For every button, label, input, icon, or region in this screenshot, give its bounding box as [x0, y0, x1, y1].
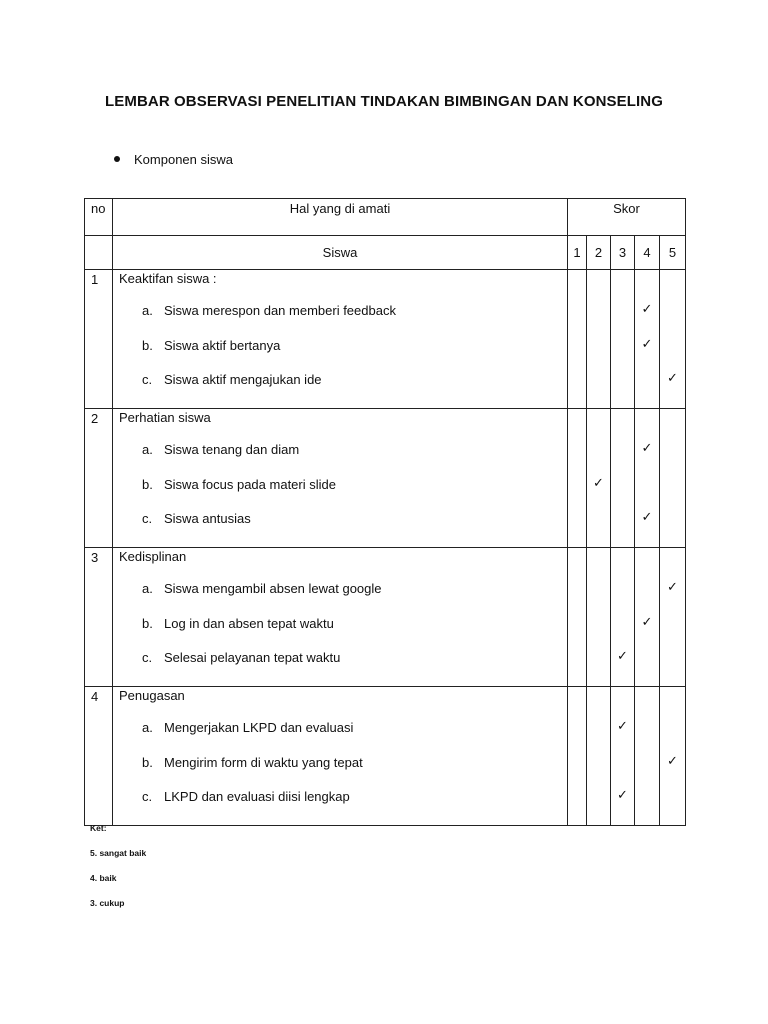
score-cell-4: [635, 687, 660, 826]
list-item: [113, 711, 567, 746]
observed-aspect: [113, 548, 568, 687]
observed-aspect: [113, 270, 568, 409]
item-text: Siswa merespon dan memberi feedback: [164, 303, 396, 318]
header-siswa: Siswa: [113, 236, 568, 270]
ket-line-3: 3. cukup: [90, 898, 125, 908]
checkmark-icon: ✓: [593, 474, 604, 490]
score-cell-5: [660, 687, 686, 826]
table-row: [85, 687, 686, 826]
item-text: Selesai pelayanan tepat waktu: [164, 650, 341, 666]
list-item: [113, 607, 567, 642]
item-label: b.: [142, 754, 153, 770]
bullet-item: [114, 152, 233, 167]
item-text: Log in dan absen tepat waktu: [164, 615, 334, 631]
score-cell-4: [635, 548, 660, 687]
list-item: [113, 502, 567, 537]
list-item: [113, 329, 567, 364]
score-cell-3: [611, 270, 635, 409]
score-col-2: 2: [587, 236, 611, 270]
score-col-3: 3: [611, 236, 635, 270]
score-cell-5: [660, 270, 686, 409]
row-number: 4: [85, 687, 113, 826]
list-item: [113, 780, 567, 815]
item-text: LKPD dan evaluasi diisi lengkap: [164, 789, 350, 805]
score-cell-2: [587, 409, 611, 548]
list-item: [113, 746, 567, 781]
score-col-1: 1: [568, 236, 587, 270]
score-cell-1: [568, 548, 587, 687]
checkmark-icon: ✓: [641, 509, 653, 525]
item-text: Siswa focus pada materi slide: [164, 476, 336, 492]
item-label: c.: [142, 372, 153, 388]
item-label: c.: [142, 789, 153, 805]
section-title: Kedisplinan: [119, 549, 187, 564]
header-hal: Hal yang di amati: [113, 199, 568, 236]
item-label: a.: [142, 442, 153, 457]
ket-line-1: 5. sangat baik: [90, 848, 147, 858]
header-row-1: [85, 199, 686, 236]
checkmark-icon: ✓: [641, 440, 653, 455]
checkmark-icon: ✓: [617, 787, 628, 803]
list-item: [113, 468, 567, 503]
section-title: Perhatian siswa: [119, 410, 211, 425]
item-label: b.: [142, 337, 153, 353]
bullet-dot-icon: [114, 156, 120, 162]
checkmark-icon: ✓: [641, 301, 653, 316]
observed-aspect: [113, 409, 568, 548]
item-label: c.: [142, 650, 153, 666]
section-title: Keaktifan siswa :: [119, 271, 217, 286]
ket-label: Ket:: [90, 823, 107, 833]
list-item: [113, 572, 567, 607]
score-cell-4: [635, 270, 660, 409]
score-cell-3: [611, 687, 635, 826]
table-row: [85, 409, 686, 548]
item-text: Mengirim form di waktu yang tepat: [164, 754, 363, 770]
item-label: c.: [142, 511, 153, 527]
item-label: a.: [142, 581, 153, 596]
score-cell-2: [587, 687, 611, 826]
header-no-empty: [85, 236, 113, 270]
item-label: b.: [142, 476, 153, 492]
header-skor: Skor: [568, 199, 686, 236]
row-number: 2: [85, 409, 113, 548]
bullet-text: Komponen siswa: [134, 152, 233, 167]
score-cell-1: [568, 409, 587, 548]
score-cell-1: [568, 270, 587, 409]
table-body: [85, 270, 686, 826]
score-cell-3: [611, 409, 635, 548]
score-cell-3: [611, 548, 635, 687]
checkmark-icon: ✓: [617, 648, 628, 664]
row-number: 1: [85, 270, 113, 409]
table-row: [85, 270, 686, 409]
checkmark-icon: ✓: [667, 752, 678, 768]
item-text: Siswa mengambil absen lewat google: [164, 581, 382, 596]
item-text: Siswa aktif bertanya: [164, 337, 281, 353]
score-cell-5: [660, 548, 686, 687]
score-col-4: 4: [635, 236, 660, 270]
checkmark-icon: ✓: [617, 718, 628, 733]
score-cell-4: [635, 409, 660, 548]
score-cell-1: [568, 687, 587, 826]
observation-table: [84, 198, 686, 826]
section-title: Penugasan: [119, 688, 185, 703]
item-label: b.: [142, 615, 153, 631]
header-no: no: [85, 199, 113, 236]
score-col-5: 5: [660, 236, 686, 270]
list-item: [113, 363, 567, 398]
item-label: a.: [142, 720, 153, 735]
item-text: Siswa tenang dan diam: [164, 442, 300, 457]
item-text: Mengerjakan LKPD dan evaluasi: [164, 720, 354, 735]
checkmark-icon: ✓: [667, 370, 678, 386]
score-cell-5: [660, 409, 686, 548]
item-label: a.: [142, 303, 153, 318]
checkmark-icon: ✓: [641, 335, 653, 351]
list-item: [113, 641, 567, 676]
list-item: [113, 433, 567, 468]
item-text: Siswa antusias: [164, 511, 251, 527]
checkmark-icon: ✓: [641, 613, 653, 629]
list-item: [113, 294, 567, 329]
score-cell-2: [587, 548, 611, 687]
score-cell-2: [587, 270, 611, 409]
row-number: 3: [85, 548, 113, 687]
item-text: Siswa aktif mengajukan ide: [164, 372, 322, 388]
ket-line-2: 4. baik: [90, 873, 117, 883]
header-row-2: [85, 236, 686, 270]
checkmark-icon: ✓: [667, 579, 678, 594]
table-row: [85, 548, 686, 687]
observed-aspect: [113, 687, 568, 826]
page-title: LEMBAR OBSERVASI PENELITIAN TINDAKAN BIMBINGAN DAN KONSELING: [105, 93, 663, 110]
